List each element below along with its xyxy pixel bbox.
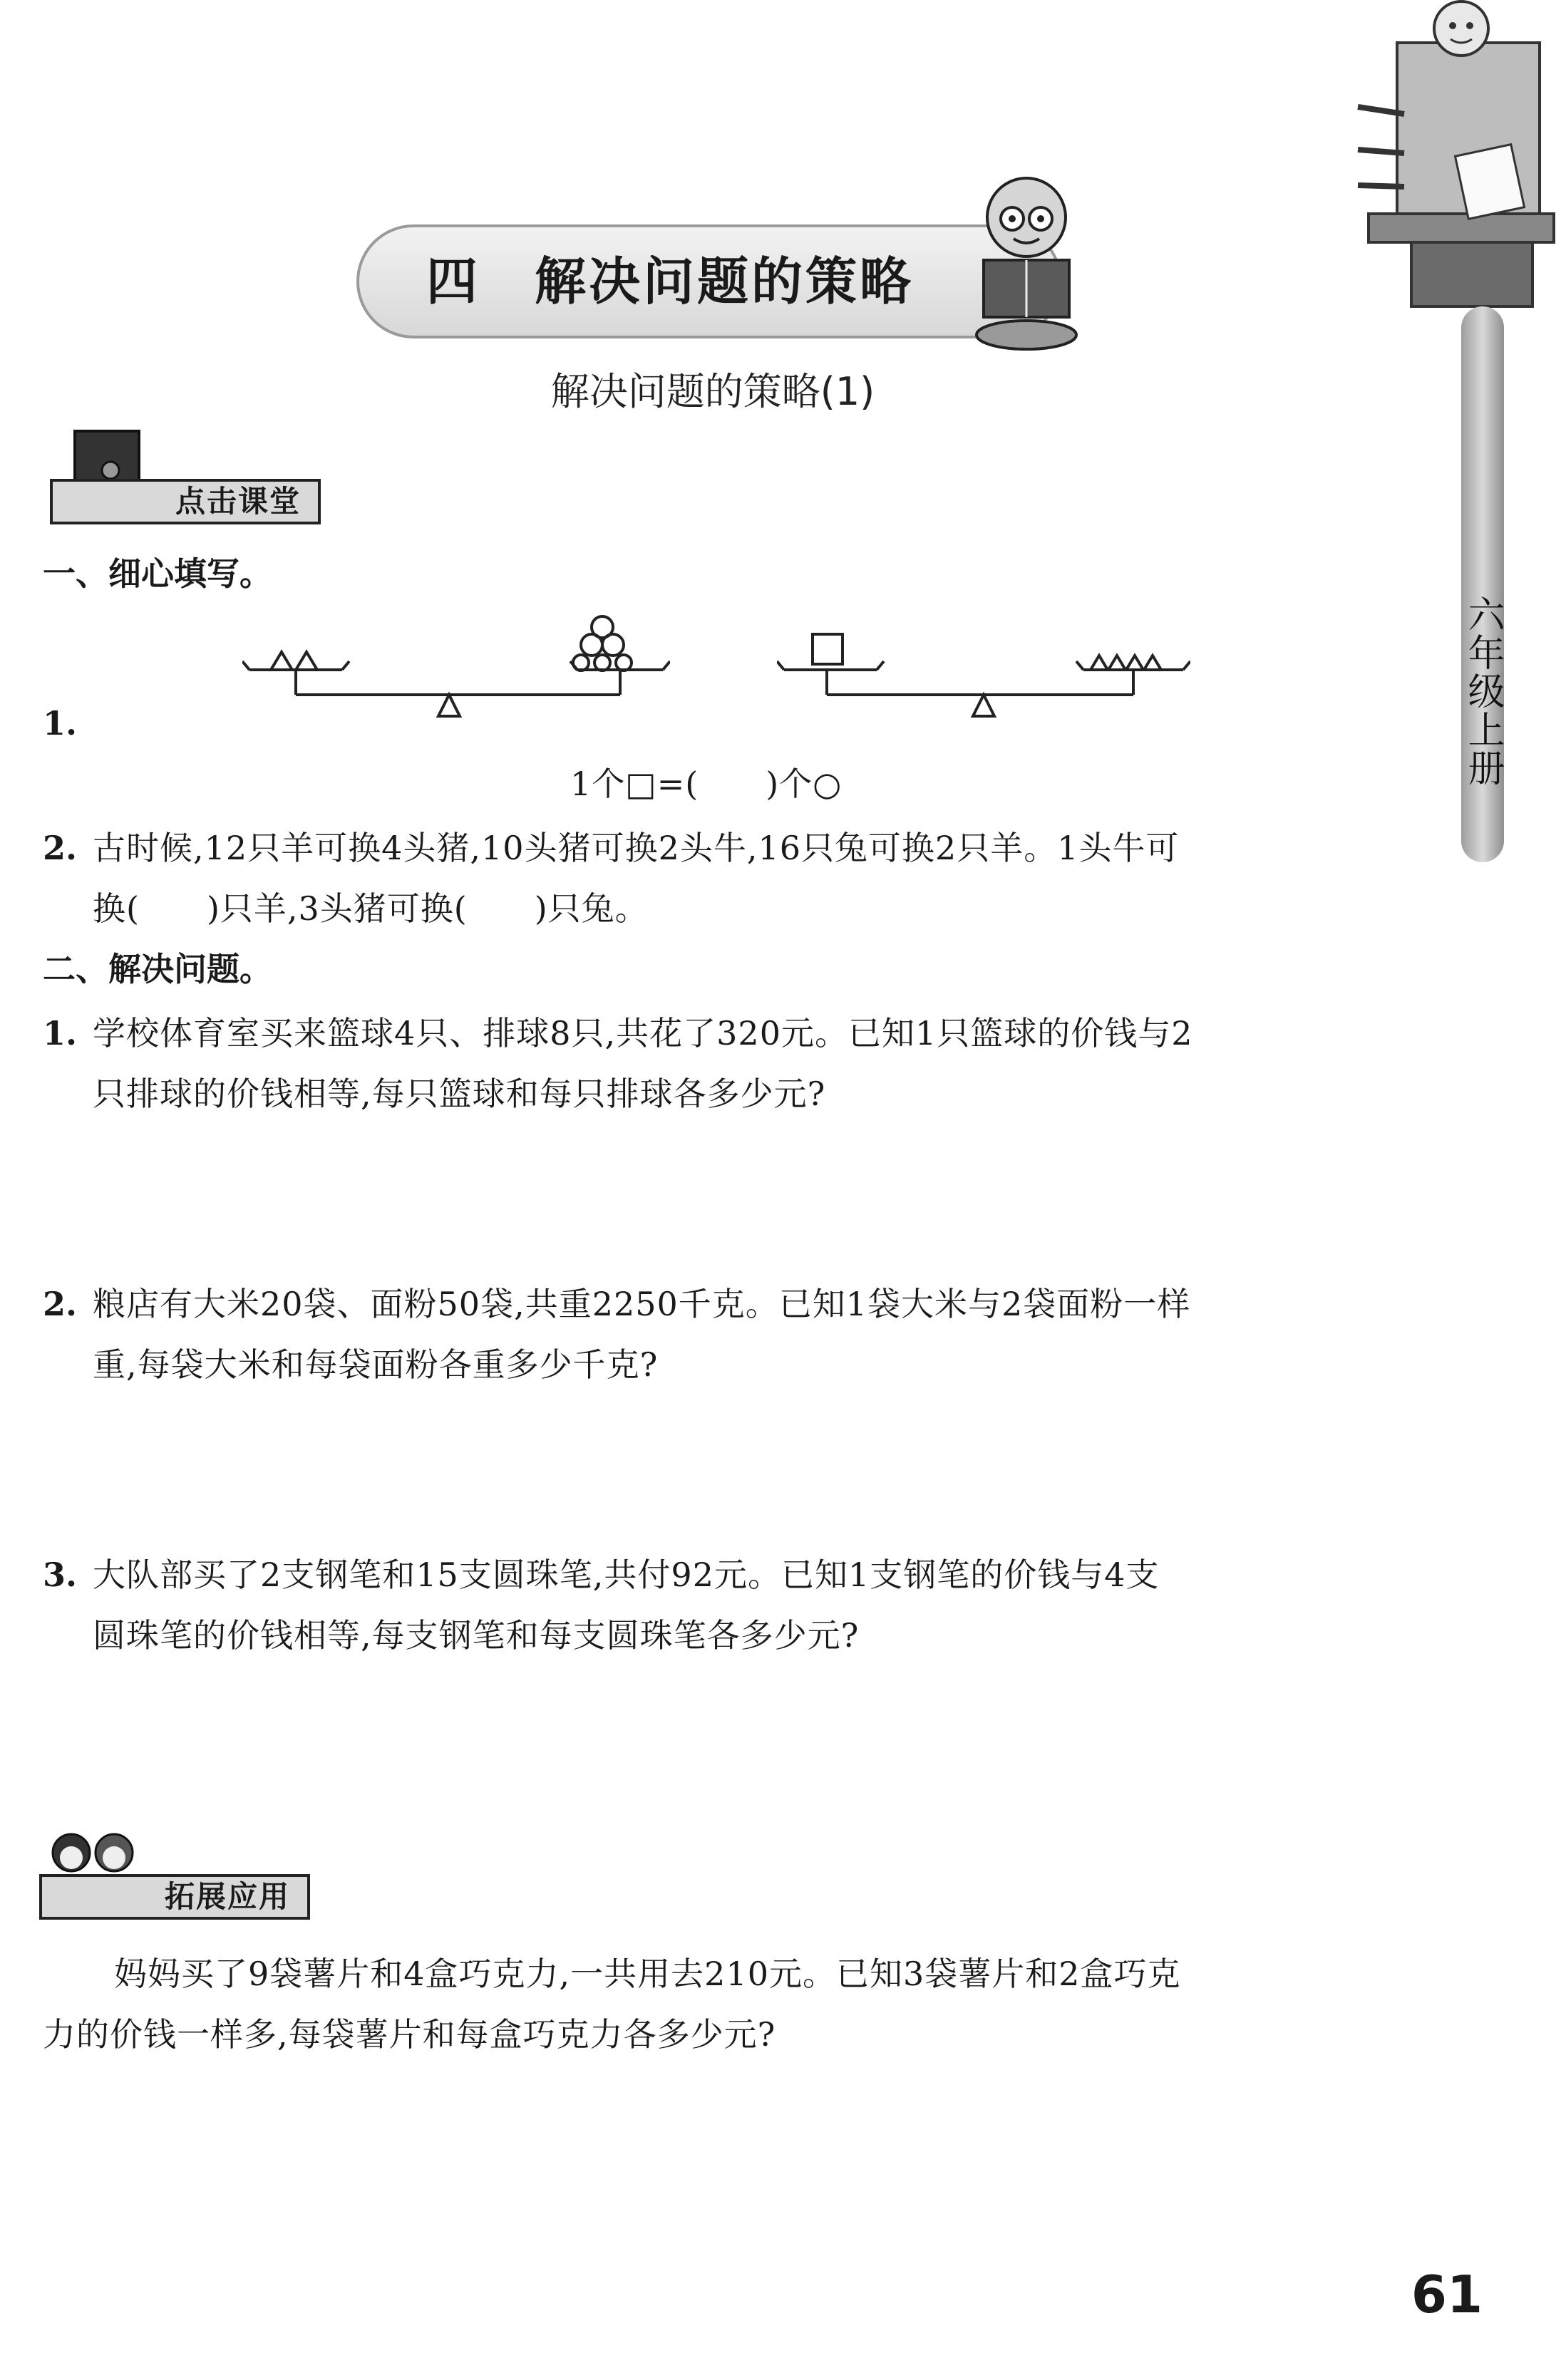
- part1-q2-number: 2.: [43, 829, 78, 867]
- part2-q2-number: 2.: [43, 1285, 78, 1323]
- side-tab-label: 六年级上册: [1461, 595, 1504, 787]
- balance-scale-2: [777, 627, 1190, 727]
- page-number: 61: [1411, 2265, 1483, 2324]
- part2-q2-line2: 重,每袋大米和每袋面粉各重多少千克?: [93, 1345, 659, 1384]
- reading-boy-icon: [969, 167, 1083, 353]
- part1-q1-equation: 1个□=( )个○: [570, 765, 843, 803]
- part1-q1-number: 1.: [43, 704, 78, 743]
- part2-q3-line1: 大队部买了2支钢笔和15支圆珠笔,共付92元。已知1支钢笔的价钱与4支: [93, 1556, 1160, 1594]
- part2-heading: 二、解决问题。: [43, 950, 272, 988]
- chapter-title: 四 解决问题的策略: [426, 252, 914, 311]
- part2-q2-line1: 粮店有大米20袋、面粉50袋,共重2250千克。已知1袋大米与2袋面粉一样: [93, 1285, 1191, 1323]
- badge-classroom: 点击课堂: [50, 479, 321, 524]
- part2-q1-line2: 只排球的价钱相等,每只篮球和每只排球各多少元?: [93, 1075, 826, 1113]
- extension-line1: 妈妈买了9袋薯片和4盒巧克力,一共用去210元。已知3袋薯片和2盒巧克: [114, 1955, 1181, 1993]
- part1-q2-line2: 换( )只羊,3头猪可换( )只兔。: [93, 889, 649, 928]
- part2-q3-line2: 圆珠笔的价钱相等,每支钢笔和每支圆珠笔各多少元?: [93, 1616, 860, 1655]
- part2-q1-line1: 学校体育室买来篮球4只、排球8只,共花了320元。已知1只篮球的价钱与2: [93, 1014, 1193, 1052]
- extension-line2: 力的价钱一样多,每袋薯片和每盒巧克力各多少元?: [43, 2015, 776, 2054]
- section-title: 解决问题的策略(1): [550, 369, 875, 414]
- part1-q2-line1: 古时候,12只羊可换4头猪,10头猪可换2头牛,16只兔可换2只羊。1头牛可: [93, 829, 1180, 867]
- part2-q3-number: 3.: [43, 1556, 78, 1594]
- part1-heading: 一、细心填写。: [43, 554, 272, 593]
- badge-extension: 拓展应用: [39, 1874, 310, 1920]
- balance-scale-1: [242, 606, 670, 727]
- corner-cartoon-illustration: [1354, 0, 1561, 321]
- part2-q1-number: 1.: [43, 1014, 78, 1052]
